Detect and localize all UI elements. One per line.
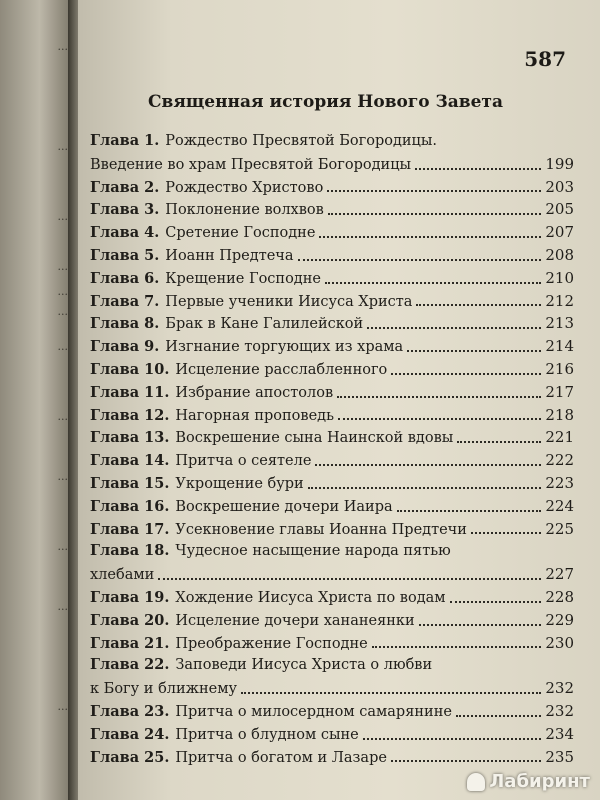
toc-chapter-label: Глава 23. [90, 702, 170, 720]
toc-entry [90, 290, 574, 313]
toc-leader-dots [450, 601, 542, 603]
toc-chapter-title: Поклонение волхвов [165, 202, 324, 219]
toc-entry [90, 632, 574, 655]
toc-chapter-title: Избрание апостолов [175, 384, 334, 401]
labirint-logo-icon [467, 773, 485, 791]
toc-entry [90, 312, 574, 335]
left-page-fragment: ... [57, 40, 68, 53]
toc-chapter-label: Глава 2. [90, 178, 160, 196]
toc-page-number: 205 [545, 200, 574, 219]
toc-entry [90, 746, 574, 769]
toc-page-number: 212 [545, 291, 574, 310]
toc-entry [90, 609, 574, 632]
toc-leader-dots [328, 213, 542, 215]
toc-page-number: 203 [545, 177, 574, 196]
left-page-fragment: ... [57, 260, 68, 273]
toc-leader-dots [391, 373, 541, 375]
toc-chapter-label: Глава 25. [90, 748, 170, 766]
toc-leader-dots [471, 532, 541, 534]
toc-chapter-label: Глава 5. [90, 246, 160, 264]
toc-entry [90, 449, 574, 472]
toc-chapter-label: Глава 22. [90, 656, 170, 674]
toc-entry [90, 358, 574, 381]
toc-page-number: 222 [545, 451, 574, 470]
toc-entry [90, 198, 574, 221]
toc-chapter-label: Глава 19. [90, 588, 170, 606]
toc-leader-dots [337, 396, 541, 398]
left-page-fragment: ... [57, 700, 68, 713]
toc-leader-dots [319, 236, 541, 238]
toc-page-number: 218 [545, 405, 574, 424]
toc-page-number: 214 [545, 337, 574, 356]
toc-chapter-title: Нагорная проповедь [175, 407, 334, 424]
toc-leader-dots [415, 168, 541, 170]
toc-chapter-title: Укрощение бури [175, 475, 304, 492]
toc-chapter-label: Глава 24. [90, 725, 170, 743]
toc-chapter-title: Исцеление дочери хананеянки [175, 612, 415, 629]
left-page-fragment: ... [57, 470, 68, 483]
toc-entry [90, 381, 574, 404]
left-page-fragment: ... [57, 305, 68, 318]
toc-chapter-label: Глава 16. [90, 497, 170, 515]
toc-page-number: 232 [545, 679, 574, 698]
toc-chapter-title: Притча о блудном сыне [175, 726, 359, 743]
toc-chapter-label: Глава 13. [90, 429, 170, 447]
toc-chapter-title: Введение во храм Пресвятой Богородицы [90, 156, 412, 173]
toc-chapter-title: Хождение Иисуса Христа по водам [175, 589, 446, 606]
toc-chapter-title: Усекновение главы Иоанна Предтечи [175, 521, 467, 538]
toc-chapter-label: Глава 6. [90, 269, 160, 287]
toc-leader-dots [363, 738, 542, 740]
watermark [467, 771, 590, 792]
toc-page-number: 235 [545, 747, 574, 766]
toc-leader-dots [327, 190, 541, 192]
toc-leader-dots [416, 304, 541, 306]
toc-entry [90, 472, 574, 495]
toc-chapter-label: Глава 1. [90, 132, 160, 149]
toc-chapter-label: Глава 7. [90, 292, 160, 310]
toc-entry [90, 153, 574, 176]
toc-chapter-title: Сретение Господне [165, 225, 316, 242]
toc-chapter-title: Исцеление расслабленного [175, 361, 388, 378]
toc-page-number: 208 [545, 245, 574, 264]
toc-leader-dots [367, 327, 541, 329]
toc-chapter-title: хлебами [90, 567, 155, 584]
toc-chapter-label: Глава 8. [90, 315, 160, 333]
toc-leader-dots [456, 715, 541, 717]
toc-chapter-label: Глава 12. [90, 406, 170, 424]
toc-entry [90, 244, 574, 267]
toc-entry [90, 176, 574, 199]
toc-chapter-title: Преображение Господне [175, 635, 368, 652]
toc-chapter-label: Глава 11. [90, 383, 170, 401]
toc-chapter-title: Притча о сеятеле [175, 453, 312, 470]
left-page-fragment: ... [57, 285, 68, 298]
toc-entry [90, 495, 574, 518]
toc-chapter-label: Глава 21. [90, 634, 170, 652]
toc-page-number: 234 [545, 724, 574, 743]
left-page-fragment: ... [57, 340, 68, 353]
toc-entry [90, 130, 574, 153]
toc-entry [90, 267, 574, 290]
toc-chapter-label: Глава 20. [90, 611, 170, 629]
toc-leader-dots [308, 487, 542, 489]
toc-page-number: 229 [545, 610, 574, 629]
toc-chapter-title: к Богу и ближнему [90, 681, 238, 698]
toc-page-number: 224 [545, 496, 574, 515]
left-page-fragment: ... [57, 600, 68, 613]
toc-page-number: 199 [545, 154, 574, 173]
toc-leader-dots [397, 510, 542, 512]
left-page-fragment: ... [57, 410, 68, 423]
toc-page-number: 216 [545, 359, 574, 378]
toc-leader-dots [419, 624, 542, 626]
toc-leader-dots [391, 760, 541, 762]
toc-chapter-title: Чудесное насыщение народа пятью [175, 543, 451, 560]
right-page [78, 0, 600, 800]
toc-entry [90, 677, 574, 700]
toc-entry [90, 404, 574, 427]
toc-chapter-label: Глава 4. [90, 224, 160, 242]
left-page-fragment: ... [57, 540, 68, 553]
toc-entry [90, 563, 574, 586]
toc-entry [90, 221, 574, 244]
toc-page-number: 227 [545, 565, 574, 584]
toc-chapter-title: Заповеди Иисуса Христа о любви [175, 657, 433, 674]
watermark-text: Лабиринт [489, 771, 590, 792]
toc-entry [90, 540, 574, 563]
toc-chapter-title: Воскрешение дочери Иаира [175, 498, 393, 515]
toc-leader-dots [372, 646, 542, 648]
left-page-fragment: ... [57, 140, 68, 153]
toc-entry [90, 518, 574, 541]
toc-chapter-label: Глава 15. [90, 474, 170, 492]
toc-chapter-label: Глава 17. [90, 520, 170, 538]
toc-chapter-title: Рождество Пресвятой Богородицы. [165, 133, 438, 149]
toc-chapter-title: Притча о милосердном самарянине [175, 703, 452, 720]
toc-chapter-title: Крещение Господне [165, 270, 321, 287]
toc-page-number: 232 [545, 701, 574, 720]
toc-leader-dots [338, 418, 541, 420]
toc-chapter-label: Глава 9. [90, 338, 160, 356]
toc-leader-dots [315, 464, 541, 466]
toc-entry [90, 586, 574, 609]
left-page-edge [0, 0, 72, 800]
toc-chapter-label: Глава 18. [90, 542, 170, 560]
toc-chapter-title: Иоанн Предтеча [165, 247, 294, 264]
table-of-contents [90, 130, 574, 768]
toc-entry [90, 654, 574, 677]
toc-chapter-title: Притча о богатом и Лазаре [175, 749, 387, 766]
toc-chapter-title: Воскрешение сына Наинской вдовы [175, 430, 454, 447]
toc-entry [90, 426, 574, 449]
toc-chapter-title: Первые ученики Иисуса Христа [165, 293, 413, 310]
toc-page-number: 228 [545, 587, 574, 606]
toc-leader-dots [407, 350, 541, 352]
toc-page-number: 230 [545, 633, 574, 652]
toc-chapter-title: Брак в Кане Галилейской [165, 316, 364, 333]
toc-chapter-title: Рождество Христово [165, 179, 324, 196]
toc-page-number: 225 [545, 519, 574, 538]
toc-page-number: 213 [545, 314, 574, 333]
toc-chapter-title: Изгнание торгующих из храма [165, 339, 404, 356]
toc-page-number: 223 [545, 473, 574, 492]
toc-entry [90, 335, 574, 358]
toc-page-number: 221 [545, 428, 574, 447]
toc-page-number: 210 [545, 268, 574, 287]
toc-leader-dots [298, 259, 542, 261]
toc-chapter-label: Глава 14. [90, 452, 170, 470]
toc-chapter-label: Глава 3. [90, 201, 160, 219]
toc-leader-dots [241, 692, 541, 694]
toc-leader-dots [457, 441, 541, 443]
toc-leader-dots [325, 282, 541, 284]
section-title: Священная история Нового Завета [148, 92, 503, 112]
toc-leader-dots [158, 578, 541, 580]
toc-chapter-label: Глава 10. [90, 360, 170, 378]
page-number: 587 [524, 47, 566, 71]
toc-entry [90, 723, 574, 746]
left-page-fragment: ... [57, 210, 68, 223]
toc-page-number: 217 [545, 382, 574, 401]
toc-entry [90, 700, 574, 723]
toc-page-number: 207 [545, 223, 574, 242]
